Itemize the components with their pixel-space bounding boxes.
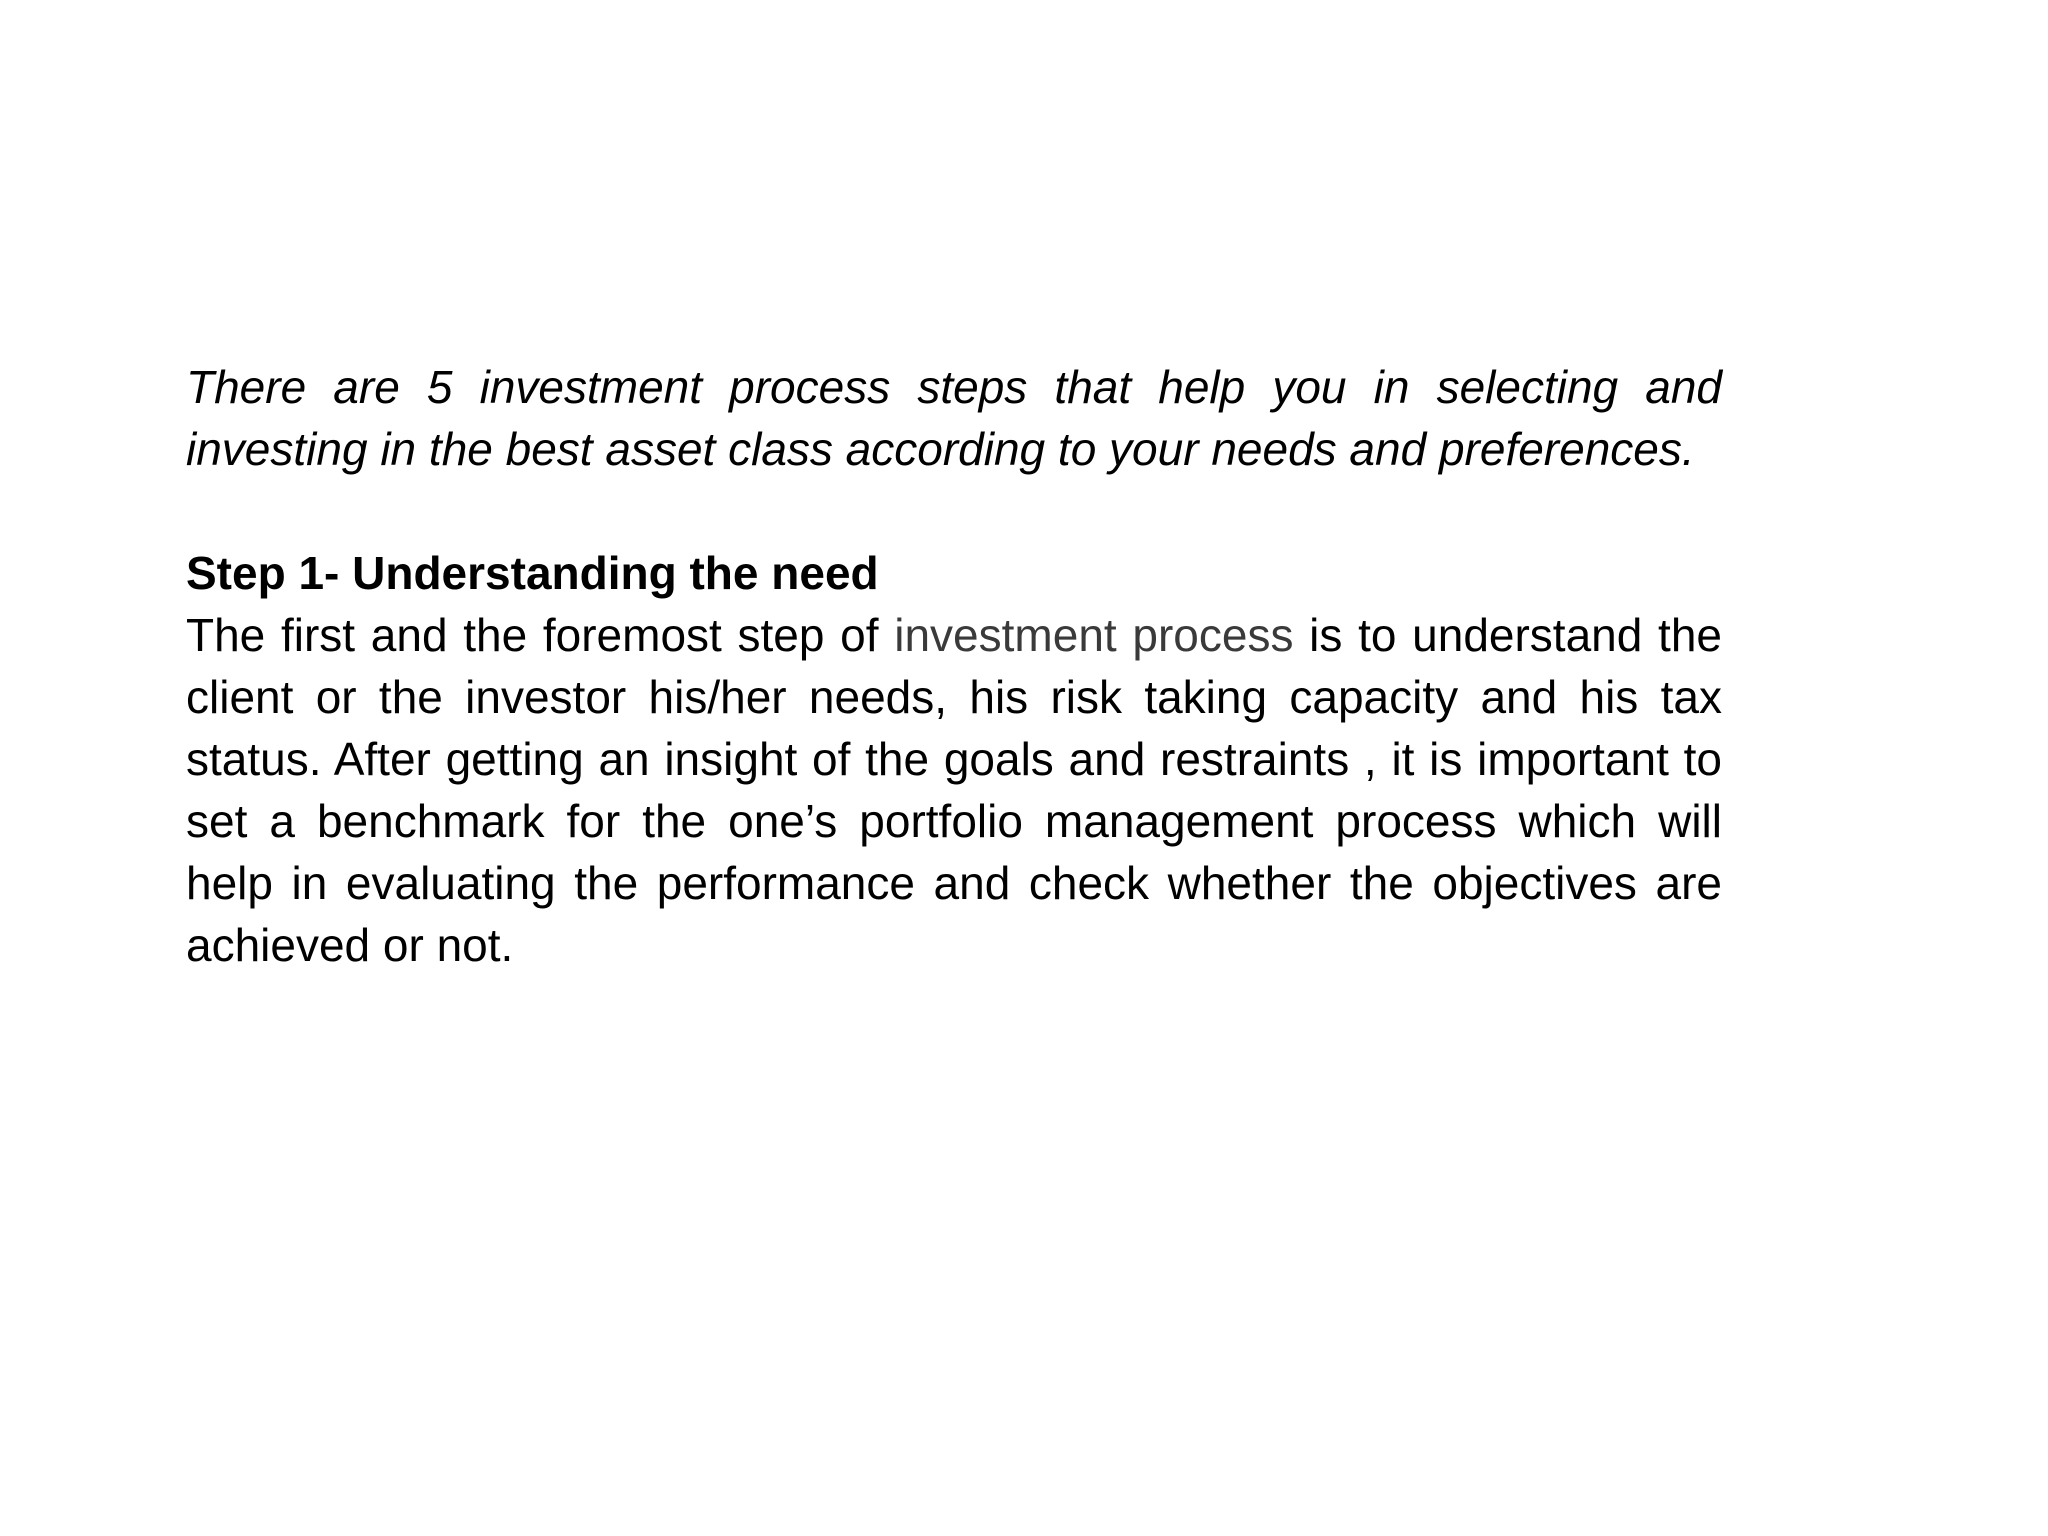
step-1-body-end: is to understand the client or the investor his/her needs, his risk taking capacity and his tax status. After getting an insight of the goals and restraints , it is important to set a benchmark for the one’s portfolio management process which will help in evaluating the performance and check whether the objectives are achieved or not. (186, 609, 1722, 971)
investment-process-term: investment process (894, 609, 1294, 661)
step-1-body-start: The first and the foremost step of (186, 609, 895, 661)
step-1-body (186, 604, 1722, 976)
step-1-heading: Step 1- Understanding the need (186, 547, 879, 599)
text-block (186, 356, 1722, 976)
paragraph-spacer (186, 480, 1722, 542)
intro-paragraph: There are 5 investment process steps that help you in selecting and investing in the best asset class according to your needs and preferences. (186, 361, 1722, 475)
